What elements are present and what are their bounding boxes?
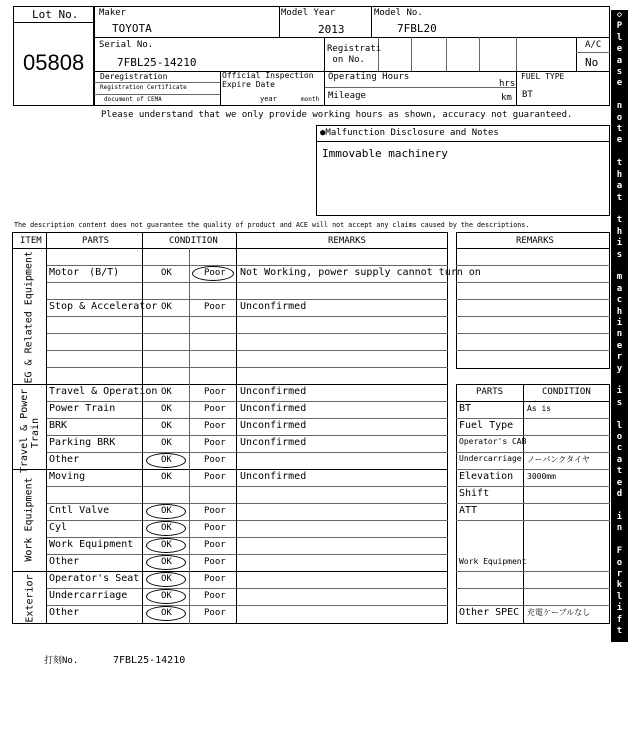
hours-label: Operating Hours [328, 72, 410, 82]
row-part: Cntl Valve [49, 505, 110, 516]
side-notice: ◇ P l e a s e n o t e t h a t t h i s m a c h i n e r y i s l o c a t e d i n F o r k l i f t P a r k i n g ◇ [611, 10, 628, 642]
fuel-value: BT [522, 90, 533, 100]
row-ok: OK [161, 302, 172, 312]
notice-text: Please understand that we only provide working hours as shown, accuracy not guaranteed. [101, 110, 573, 120]
spec-part: Elevation [459, 471, 514, 482]
row-ok: OK [161, 472, 172, 482]
ok-circle-mark [146, 572, 186, 587]
header-item: ITEM [20, 236, 42, 246]
malfunction-text: Immovable machinery [322, 147, 448, 160]
row-part: Travel & Operation [49, 386, 158, 397]
spec-part: BT [459, 403, 472, 414]
malfunction-title: ●Malfunction Disclosure and Notes [320, 128, 499, 138]
ok-circle-mark [146, 453, 186, 468]
row-ok: OK [161, 404, 172, 414]
section-eg: EG & Related Equipment [23, 251, 35, 384]
row-part: Other [49, 454, 80, 465]
lot-number: 05808 [23, 50, 85, 75]
section-travel: Travel & Power Train [19, 388, 41, 473]
mileage-label: Mileage [328, 91, 366, 101]
row-poor: Poor [204, 540, 226, 550]
remarks-table [456, 232, 610, 369]
spec-part: Shift [459, 488, 490, 499]
ok-circle-mark [146, 589, 186, 604]
spec-part: Work Equipment [459, 557, 527, 566]
spec-part: Fuel Type [459, 420, 514, 431]
row-ok: OK [161, 591, 172, 601]
row-part: Motor (B/T) [49, 267, 120, 278]
row-ok: OK [161, 387, 172, 397]
spec-condition: As is [527, 404, 552, 413]
poor-circle-mark [192, 266, 234, 281]
row-part: Power Train [49, 403, 116, 414]
row-part: Stop & Accelerator [49, 301, 158, 312]
row-poor: Poor [204, 438, 226, 448]
registration-label: Registrati on No. [327, 44, 382, 65]
row-part: Parking BRK [49, 437, 116, 448]
model-no-label: Model No. [374, 8, 423, 18]
row-part: Moving [49, 471, 86, 482]
inspection-year: year [260, 95, 277, 103]
ac-label: A/C [585, 40, 602, 50]
deregistration-line2: Registration Certificate [100, 84, 187, 91]
lot-label: Lot No. [32, 8, 79, 21]
section-exterior: Exterior [24, 574, 36, 623]
header-remarks: REMARKS [328, 236, 366, 246]
serial-value: 7FBL25-14210 [117, 56, 197, 69]
inspection-label-2: Expire Date [222, 80, 275, 89]
row-part: Other [49, 556, 80, 567]
row-poor: Poor [204, 455, 226, 465]
spec-header-parts: PARTS [476, 387, 504, 397]
deregistration-label: Deregistration [100, 72, 168, 81]
ok-circle-mark [146, 521, 186, 536]
row-poor: Poor [204, 574, 226, 584]
row-ok: OK [161, 540, 172, 550]
spec-condition: 3000mm [527, 472, 556, 481]
row-remark: Unconfirmed [240, 471, 307, 482]
malfunction-box [316, 125, 610, 216]
row-ok: OK [161, 438, 172, 448]
spec-part: Operator's CAB [459, 437, 527, 446]
row-poor: Poor [204, 557, 226, 567]
row-part: Other [49, 607, 80, 618]
deregistration-line3: document of CEMA [104, 96, 162, 103]
row-remark: Unconfirmed [240, 301, 307, 312]
row-part: Cyl [49, 522, 68, 533]
ok-circle-mark [146, 555, 186, 570]
row-poor: Poor [204, 523, 226, 533]
row-remark: Unconfirmed [240, 437, 307, 448]
section-work: Work Equipment [23, 477, 35, 562]
row-ok: OK [161, 421, 172, 431]
row-poor: Poor [204, 591, 226, 601]
row-remark: Unconfirmed [240, 386, 307, 397]
spec-part: ATT [459, 505, 478, 516]
disclaimer-text: The description content does not guarantee the quality of product and ACE will not accept any claims caused by the descriptions. [14, 221, 530, 229]
inspection-month: month [301, 96, 320, 103]
row-ok: OK [161, 523, 172, 533]
header-condition: CONDITION [169, 236, 218, 246]
row-poor: Poor [204, 404, 226, 414]
inspection-label: Official Inspection [222, 71, 314, 80]
model-year-value: 2013 [318, 23, 345, 36]
row-part: BRK [49, 420, 68, 431]
row-poor: Poor [204, 506, 226, 516]
ok-circle-mark [146, 538, 186, 553]
ok-circle-mark [146, 606, 186, 621]
row-poor: Poor [204, 387, 226, 397]
row-ok: OK [161, 268, 172, 278]
spec-condition: 充電ケーブルなし [527, 608, 591, 617]
header-remarks-right: REMARKS [516, 236, 554, 246]
row-poor: Poor [204, 268, 226, 278]
row-poor: Poor [204, 608, 226, 618]
serial-label: Serial No. [99, 40, 154, 50]
row-poor: Poor [204, 302, 226, 312]
row-ok: OK [161, 608, 172, 618]
maker-label: Maker [99, 8, 127, 18]
row-part: Work Equipment [49, 539, 134, 550]
row-poor: Poor [204, 472, 226, 482]
row-part: Undercarriage [49, 590, 128, 601]
row-remark: Unconfirmed [240, 420, 307, 431]
ac-value: No [585, 56, 599, 69]
spec-part: Other SPEC [459, 607, 520, 618]
header-parts: PARTS [82, 236, 110, 246]
model-no-value: 7FBL20 [397, 22, 437, 35]
stamp-label: 打刻No. [44, 656, 79, 666]
mileage-unit: km [501, 93, 512, 103]
row-ok: OK [161, 557, 172, 567]
row-ok: OK [161, 574, 172, 584]
spec-header-condition: CONDITION [542, 387, 591, 397]
spec-condition: ノーパンクタイヤ [527, 455, 590, 464]
model-year-label: Model Year [281, 8, 336, 18]
row-part: Operator's Seat [49, 573, 140, 584]
row-poor: Poor [204, 421, 226, 431]
row-remark: Unconfirmed [240, 403, 307, 414]
row-ok: OK [161, 506, 172, 516]
maker-value: TOYOTA [112, 22, 152, 35]
stamp-value: 7FBL25-14210 [113, 655, 186, 666]
hours-unit: hrs [499, 79, 516, 89]
row-remark: Not Working, power supply cannot turn on [240, 267, 481, 278]
ok-circle-mark [146, 504, 186, 519]
spec-part: Undercarriage [459, 454, 522, 463]
row-ok: OK [161, 455, 172, 465]
fuel-label: FUEL TYPE [521, 72, 565, 81]
